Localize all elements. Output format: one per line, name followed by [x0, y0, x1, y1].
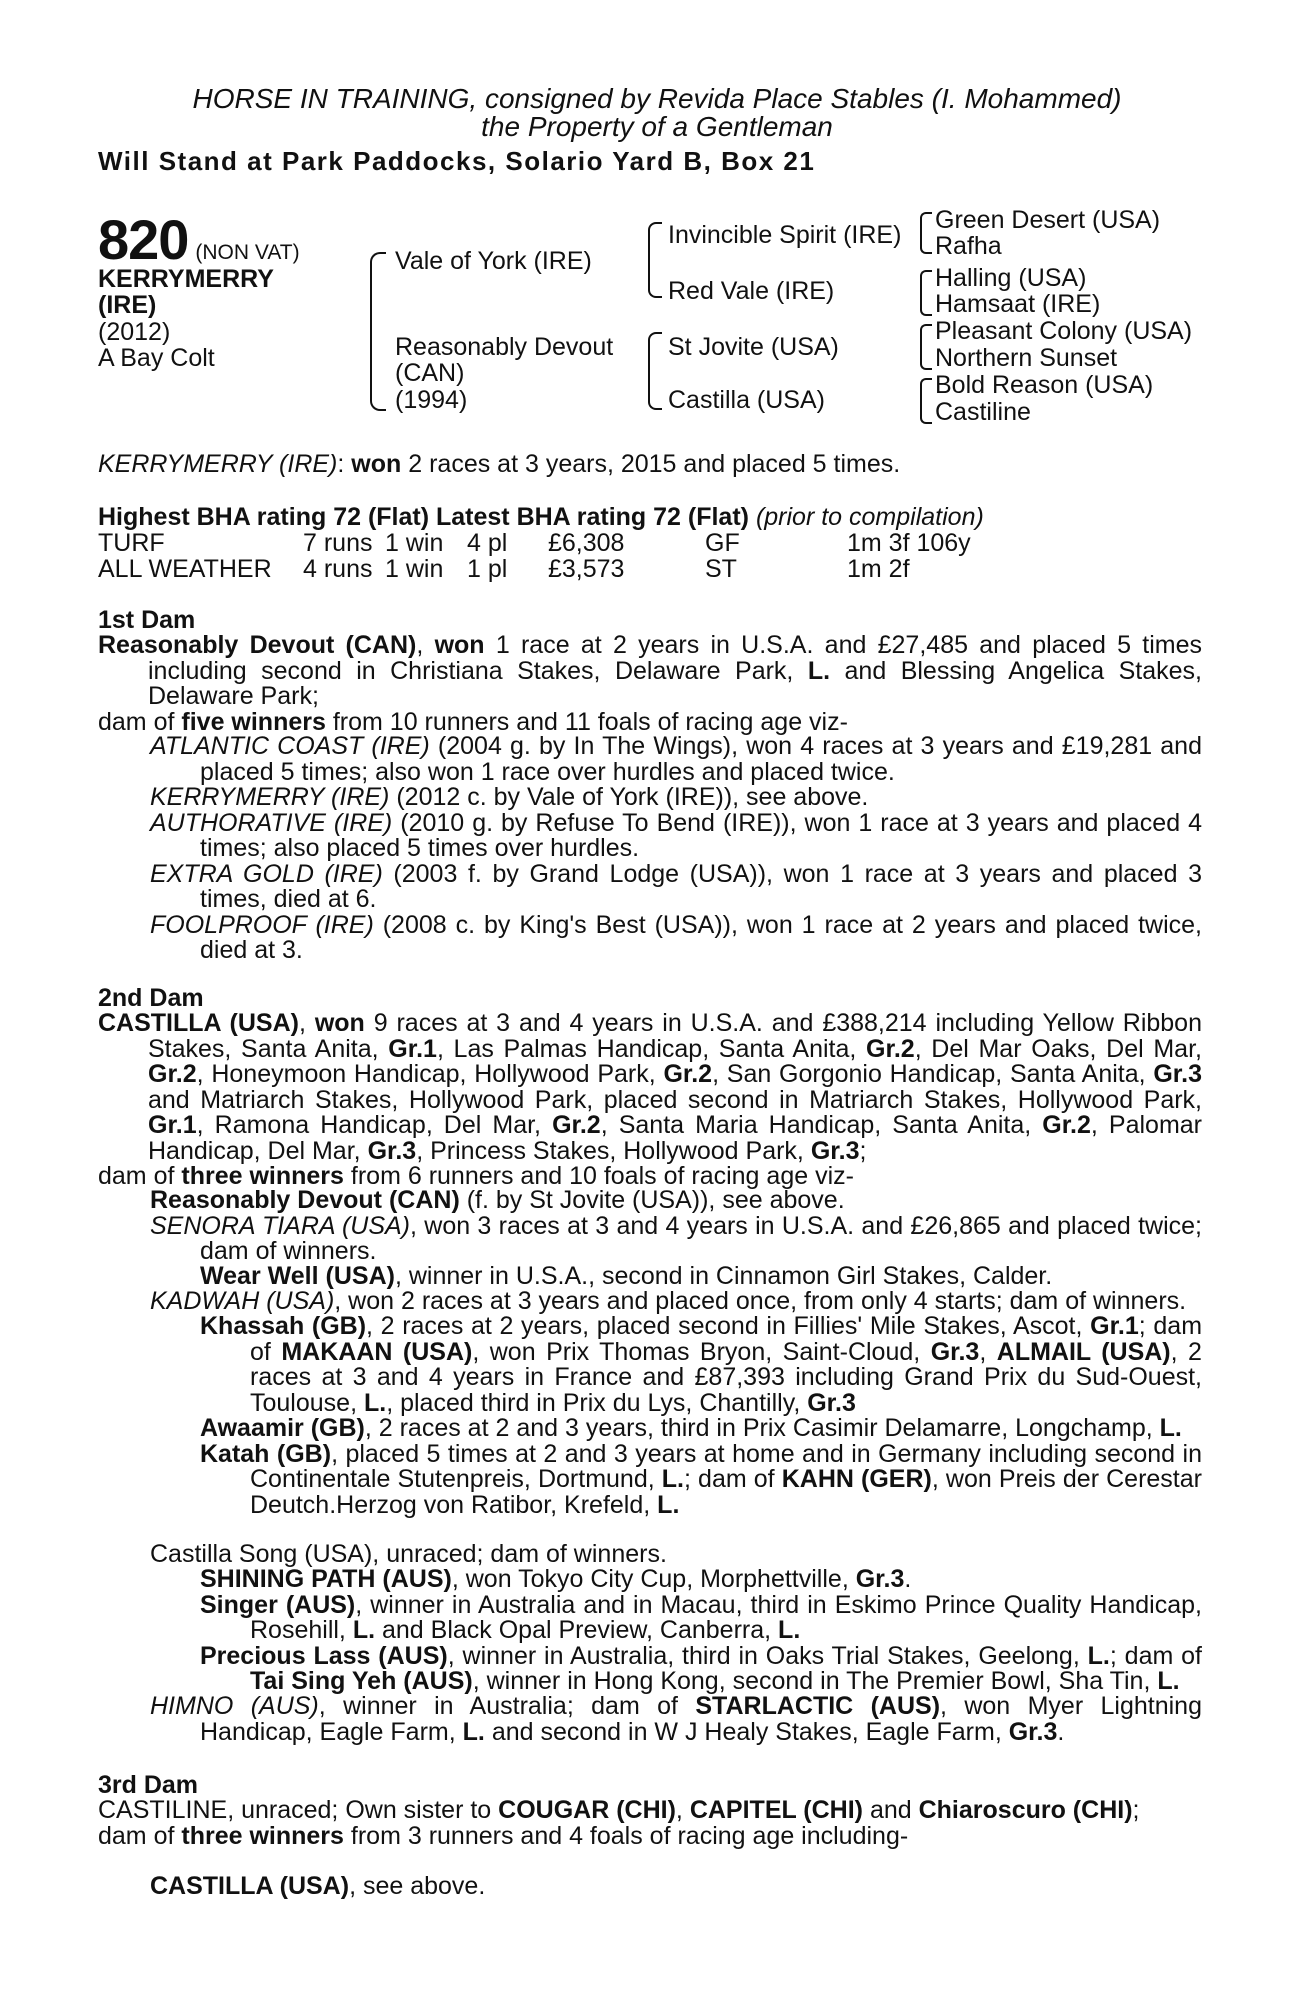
listed-mark: L. [1157, 1667, 1180, 1695]
t: , placed third in Prix du Lys, Chantilly, [386, 1388, 801, 1417]
progeny-name: ATLANTIC COAST (IRE) [150, 732, 430, 760]
second-dam-record: CASTILLA (USA), won 9 races at 3 and 4 years in U.S.A. and £388,214 including Yellow Ribbon Stakes, Santa Anita, Gr.1, Las Palmas Handicap, Santa Anita, Gr.2, Del Mar Oaks, Del Mar, Gr.2, Honeymoon Handicap, Hollywood Park, Gr.2, San Gorgonio Handicap, Santa Anita, Gr.3 and Matriarch Stakes, Hollywood Park, placed second in Matriarch Stakes, Hollywood Park, Gr.1, Ramona Handicap, Del Mar, Gr.2, Santa Maria Handicap, Santa Anita, Gr.2, Palomar Handicap, Del Mar, Gr.3, Princess Stakes, Hollywood Park, Gr.3; dam of three winners from 6 runners and 10 foals of racing age viz- [98, 1009, 1203, 1190]
t: , Honeymoon Handicap, Hollywood Park, [196, 1060, 656, 1088]
progeny-text: (2003 f. by Grand Lodge (USA)), won 1 race at 3 years and placed 3 times, died at 6. [200, 859, 1202, 913]
t: ; dam of [684, 1465, 775, 1493]
turf-wins: 1 win [385, 529, 444, 557]
location-line: Will Stand at Park Paddocks, Solario Yard B, Box 21 [98, 146, 816, 176]
ss-sire: Green Desert (USA) [935, 206, 1161, 234]
progeny-text: , winner in U.S.A., second in Cinnamon Girl Stakes, Calder. [394, 1262, 1053, 1290]
ss-brace [920, 212, 932, 254]
castilla-song-progeny: SHINING PATH (AUS), won Tokyo City Cup, Morphettville, Gr.3. Singer (AUS), winner in Australia and in Macau, third in Eskimo Prince Quality Handicap, Rosehill, L. and Black Opal Preview, Canberra, L. Precious Lass (AUS), winner in Australia, third in Oaks Trial Stakes, Geelong, L.; dam of Tai Sing Yeh (AUS), winner in Hong Kong, second in The Premier Bowl, Sha Tin, L. [200, 1565, 1203, 1695]
progeny-name: Singer (AUS) [200, 1590, 356, 1619]
t: , won Prix Thomas Bryon, Saint-Cloud, [472, 1337, 921, 1366]
progeny-name: Tai Sing Yeh (AUS) [250, 1667, 473, 1695]
ratings-row-turf [98, 530, 165, 556]
grade: Gr.2 [148, 1060, 197, 1088]
ratings-heading [98, 504, 984, 530]
t: , won Tokyo City Cup, Morphettville, [451, 1565, 849, 1593]
sire-dam: Red Vale (IRE) [668, 277, 835, 305]
dam-name: Reasonably Devout [395, 333, 614, 361]
horse-description: A Bay Colt [98, 344, 215, 372]
first-dam-name: Reasonably Devout (CAN) [98, 631, 417, 659]
t: , San Gorgonio Handicap, Santa Anita, [712, 1060, 1146, 1088]
progeny-name: HIMNO (AUS) [150, 1692, 319, 1720]
progeny-name: CASTILLA (USA) [150, 1872, 350, 1900]
grade: Gr.3 [1008, 1717, 1058, 1746]
t: , Santa Maria Handicap, Santa Anita, [600, 1111, 1032, 1139]
first-dam-record: Reasonably Devout (CAN), won 1 race at 2 years in U.S.A. and £27,485 and placed 5 times including second in Christiana Stakes, Delaware Park, L. and Blessing Angelica Stakes, Delaware Park; dam of five winners from 10 runners and 11 foals of racing age viz- [98, 631, 1203, 736]
t: ; dam of [1109, 1641, 1203, 1670]
sd-sire: Halling (USA) [935, 264, 1087, 292]
ratings-row-aw [98, 556, 272, 582]
progeny-text: (f. by St Jovite (USA)), see above. [466, 1186, 845, 1214]
third-dam-title: 3rd Dam [98, 1771, 199, 1799]
ss-dam: Rafha [935, 232, 1002, 260]
second-dam-progeny [150, 1188, 1202, 1265]
t: , 2 races at 2 years, placed second in Fillies' Mile Stakes, Ascot, [366, 1312, 1083, 1340]
progeny-text: (2004 g. by In The Wings), won 4 races at 3 years and £19,281 and placed 5 times; also won 1 race over hurdles and placed twice. [200, 732, 1202, 786]
first-dam-progeny [150, 734, 1202, 964]
turf-money: £6,308 [548, 529, 625, 557]
dam-sire: St Jovite (USA) [668, 333, 839, 361]
progeny-item [150, 734, 1202, 785]
progeny-name: KADWAH (USA) [150, 1287, 335, 1315]
grade: Gr.3 [367, 1136, 417, 1165]
dd-brace [920, 378, 932, 424]
grade: Gr.3 [930, 1337, 980, 1366]
progeny-name: MAKAAN (USA) [281, 1337, 473, 1366]
t: , Ramona Handicap, Del Mar, [196, 1111, 541, 1139]
t: and [869, 1796, 912, 1824]
progeny-name: Wear Well (USA) [200, 1262, 395, 1290]
t: and Matriarch Stakes, Hollywood Park, placed second in Matriarch Stakes, Hollywood Park, [148, 1085, 1202, 1114]
progeny-name: SHINING PATH (AUS) [200, 1565, 452, 1593]
listed-mark: L. [1087, 1641, 1110, 1670]
damof-label: dam of [98, 707, 175, 736]
grade: Gr.1 [1090, 1312, 1139, 1340]
pedigree-brace [370, 252, 386, 411]
grandprogeny-block [200, 1264, 1202, 1290]
damof-text: from 6 runners and 10 foals of racing age viz- [350, 1162, 854, 1190]
progeny-text: , see above. [349, 1872, 486, 1900]
t: , won Preis der Cerestar Deutch.Herzog von Ratibor, Krefeld, [250, 1465, 1202, 1519]
sd-brace [920, 270, 932, 316]
progeny-name: Reasonably Devout (CAN) [150, 1186, 460, 1214]
consignor-line: HORSE IN TRAINING, consigned by Revida Place Stables (I. Mohammed) [192, 83, 1122, 114]
listed-mark: L. [1159, 1414, 1182, 1442]
t: and Black Opal Preview, Canberra, [382, 1616, 772, 1644]
t: ; [1132, 1796, 1140, 1824]
listed-mark: L. [352, 1616, 376, 1644]
horse-year: (2012) [98, 318, 171, 346]
progeny-name: EXTRA GOLD (IRE) [150, 859, 383, 888]
dam-dam: Castilla (USA) [668, 386, 825, 414]
surface: ALL WEATHER [98, 555, 272, 583]
ratings-note: (prior to compilation) [755, 503, 984, 531]
grade: Gr.3 [807, 1388, 856, 1417]
progeny-item [150, 785, 1202, 811]
progeny-text: , won 2 races at 3 years and placed once, from only 4 starts; dam of winners. [334, 1287, 1187, 1315]
kadwah-progeny: Khassah (GB), 2 races at 2 years, placed second in Fillies' Mile Stakes, Ascot, Gr.1; dam of MAKAAN (USA), won Prix Thomas Bryon, Saint-Cloud, Gr.3, ALMAIL (USA), 2 races at 3 and 4 years in France and £87,393 including Grand Prix du Sud-Ouest, Toulouse, L., placed third in Prix du Lys, Chantilly, Gr.3 Awaamir (GB), 2 races at 2 and 3 years, third in Prix Casimir Delamarre, Longchamp, L. Katah (GB), placed 5 times at 2 and 3 years at home and in Germany including second in Continentale Stutenpreis, Dortmund, L.; dam of KAHN (GER), won Preis der Cerestar Deutch.Herzog von Ratibor, Krefeld, L. [200, 1312, 1203, 1519]
t: CASTILINE, unraced; Own sister to [98, 1796, 492, 1824]
sire-brace [648, 222, 662, 298]
third-dam-record [98, 1798, 1202, 1849]
progeny-item [150, 808, 1202, 862]
himno-block: HIMNO (AUS), winner in Australia; dam of STARLACTIC (AUS), won Myer Lightning Handicap, Eagle Farm, L. and second in W J Healy Stakes, Eagle Farm, Gr.3. [150, 1692, 1202, 1746]
damof-text: from 10 runners and 11 foals of racing age viz- [332, 707, 848, 736]
winners-count: five winners [181, 707, 326, 736]
progeny-item [150, 859, 1202, 913]
dam-country: (CAN) [395, 359, 465, 387]
progeny-text: , won 3 races at 3 and 4 years in U.S.A. and £26,865 and placed twice; dam of winners. [200, 1211, 1202, 1265]
dd-sire: Bold Reason (USA) [935, 371, 1154, 399]
turf-going: GF [705, 529, 740, 557]
first-dam-text-2: and Blessing Angelica Stakes, Delaware Park; [148, 656, 1203, 710]
grade: Gr.2 [552, 1111, 601, 1139]
grade: Gr.2 [1042, 1111, 1091, 1139]
progeny-name: KERRYMERRY (IRE) [150, 783, 390, 811]
progeny-item [150, 910, 1202, 964]
aw-placed: 1 pl [467, 555, 508, 583]
third-dam-progeny [150, 1874, 1202, 1900]
damof-text: from 3 runners and 4 foals of racing age including- [350, 1821, 909, 1850]
grade: Gr.2 [663, 1060, 713, 1088]
progeny-name: Precious Lass (AUS) [200, 1641, 448, 1670]
progeny-name: SENORA TIARA (USA) [150, 1211, 411, 1240]
grade: Gr.2 [866, 1034, 915, 1063]
listed-mark: L. [363, 1388, 387, 1417]
t: , Del Mar Oaks, Del Mar, [914, 1034, 1202, 1063]
listed-mark: L. [807, 656, 831, 685]
progeny-text: (2012 c. by Vale of York (IRE)), see above. [396, 783, 869, 811]
aw-runs: 4 runs [303, 555, 373, 583]
dd-dam: Castiline [935, 398, 1031, 426]
relative-name: COUGAR (CHI) [498, 1796, 676, 1824]
progeny-text: (2010 g. by Refuse To Bend (IRE)), won 1 race at 3 years and placed 4 times; also placed 5 times over hurdles. [200, 808, 1202, 862]
t: , 2 races at 3 and 4 years in France and £87,393 including Grand Prix du Sud-Ouest, Toulouse, [250, 1337, 1202, 1417]
t: , [675, 1796, 683, 1824]
turf-runs: 7 runs [303, 529, 373, 557]
grade: Gr.3 [855, 1565, 905, 1593]
grade: Gr.1 [148, 1111, 197, 1139]
race-summary: KERRYMERRY (IRE): won 2 races at 3 years, 2015 and placed 5 times. [98, 450, 901, 478]
grade: Gr.1 [388, 1034, 437, 1063]
t: , winner in Australia and in Macau, third in Eskimo Prince Quality Handicap, Rosehill, [250, 1590, 1202, 1644]
horse-name: KERRYMERRY [98, 265, 274, 293]
surface: TURF [98, 529, 165, 557]
ds-brace [920, 324, 932, 370]
winners-count: three winners [181, 1821, 344, 1850]
listed-mark: L. [657, 1490, 680, 1519]
sire-name: Vale of York (IRE) [395, 247, 592, 275]
summary-name: KERRYMERRY (IRE) [98, 450, 338, 478]
ds-dam: Northern Sunset [935, 344, 1118, 372]
lot-number-block [98, 208, 300, 271]
t: , Palomar Handicap, Del Mar, [148, 1111, 1203, 1165]
second-dam-name: CASTILLA (USA) [98, 1009, 299, 1037]
t: 9 races at 3 and 4 years in U.S.A. and £388,214 including Yellow Ribbon Stakes, Santa Anita, [148, 1009, 1202, 1063]
grade: Gr.3 [810, 1136, 860, 1165]
progeny-name: FOOLPROOF (IRE) [150, 910, 374, 939]
progeny-name: Awaamir (GB) [200, 1414, 365, 1442]
summary-text: 2 races at 3 years, 2015 and placed 5 times. [408, 450, 901, 478]
first-dam-won: won [434, 631, 485, 659]
first-dam-title: 1st Dam [98, 606, 196, 634]
dam-year: (1994) [395, 386, 468, 414]
aw-wins: 1 win [385, 555, 444, 583]
first-dam-text: 1 race at 2 years in U.S.A. and £27,485 and placed 5 times including second in Christiana Stakes, Delaware Park, [148, 631, 1202, 685]
t: , won Myer Lightning Handicap, Eagle Farm, [200, 1692, 1202, 1746]
castilla-song-block [150, 1542, 1202, 1568]
damof-label: dam of [98, 1821, 175, 1850]
relative-name: Chiaroscuro (CHI) [918, 1796, 1133, 1824]
progeny-name: STARLACTIC (AUS) [695, 1692, 941, 1720]
owner-line: the Property of a Gentleman [481, 111, 833, 142]
aw-going: ST [705, 555, 737, 583]
ratings-title: Highest BHA rating 72 (Flat) Latest BHA rating 72 (Flat) [98, 503, 749, 531]
second-dam-title: 2nd Dam [98, 984, 204, 1012]
progeny-name: ALMAIL (USA) [996, 1337, 1171, 1366]
progeny-name: Khassah (GB) [200, 1312, 367, 1340]
turf-placed: 4 pl [467, 529, 508, 557]
aw-distance: 1m 2f [847, 555, 910, 583]
t: , winner in Hong Kong, second in The Premier Bowl, Sha Tin, [472, 1667, 1151, 1695]
listed-mark: L. [661, 1465, 684, 1493]
winners-count: three winners [181, 1162, 344, 1190]
t: , Princess Stakes, Hollywood Park, [416, 1136, 804, 1165]
t: , placed 5 times at 2 and 3 years at home and in Germany including second in Continentale Stutenpreis, Dortmund, [250, 1439, 1202, 1493]
summary-won: won [351, 450, 402, 478]
sire-sire: Invincible Spirit (IRE) [668, 221, 902, 249]
kadwah-block [150, 1289, 1202, 1315]
horse-country: (IRE) [98, 291, 157, 319]
listed-mark: L. [778, 1616, 801, 1644]
ds-sire: Pleasant Colony (USA) [935, 317, 1193, 345]
turf-distance: 1m 3f 106y [847, 529, 971, 557]
dam-brace [648, 332, 662, 410]
progeny-name: KAHN (GER) [781, 1465, 932, 1493]
t: , Las Palmas Handicap, Santa Anita, [436, 1034, 857, 1063]
lot-number: 820 [98, 208, 189, 271]
t: and second in W J Healy Stakes, Eagle Farm, [491, 1717, 1002, 1746]
t: , winner in Australia, third in Oaks Trial Stakes, Geelong, [447, 1641, 1080, 1670]
progeny-text: (2008 c. by King's Best (USA)), won 1 race at 2 years and placed twice, died at 3. [200, 910, 1202, 964]
progeny-name: AUTHORATIVE (IRE) [150, 808, 393, 837]
damof-label: dam of [98, 1162, 175, 1190]
aw-money: £3,573 [548, 555, 625, 583]
relative-name: CAPITEL (CHI) [689, 1796, 863, 1824]
t: , 2 races at 2 and 3 years, third in Prix Casimir Delamarre, Longchamp, [364, 1414, 1153, 1442]
sd-dam: Hamsaat (IRE) [935, 290, 1101, 318]
grade: Gr.3 [1153, 1060, 1202, 1088]
vat-status: (NON VAT) [195, 241, 300, 264]
t: , winner in Australia; dam of [318, 1692, 678, 1720]
progeny-text: Castilla Song (USA), unraced; dam of winners. [150, 1540, 667, 1568]
t: ; dam of [250, 1312, 1203, 1366]
second-dam-won: won [314, 1009, 365, 1037]
t: ; [859, 1136, 867, 1165]
listed-mark: L. [462, 1717, 485, 1746]
progeny-name: Katah (GB) [200, 1439, 332, 1468]
